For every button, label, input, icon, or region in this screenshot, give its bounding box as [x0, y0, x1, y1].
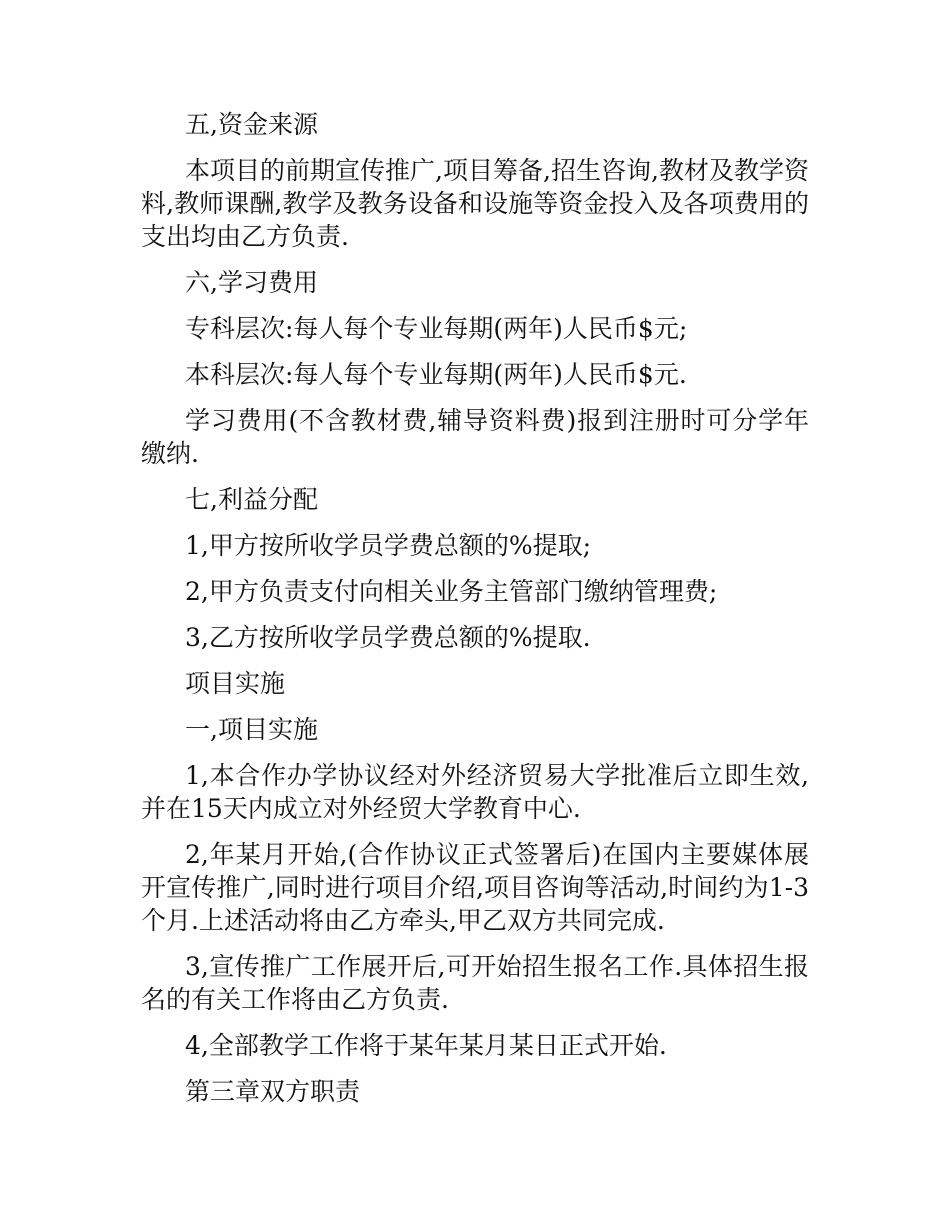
paragraph-funding: 本项目的前期宣传推广,项目筹备,招生咨询,教材及教学资料,教师课酬,教学及教务设备和设施等资金投入及各项费用的支出均由乙方负责. [141, 156, 809, 251]
paragraph-tuition-junior: 专科层次:每人每个专业每期(两年)人民币$元; [185, 314, 688, 343]
section-heading-funding: 五,资金来源 [185, 110, 318, 139]
list-item-profit-1: 1,甲方按所收学员学费总额的%提取; [185, 531, 592, 560]
list-item-implementation-1: 1,本合作办学协议经对外经济贸易大学批准后立即生效,并在15天内成立对外经贸大学教育中心. [141, 761, 809, 823]
chapter-heading: 第三章双方职责 [185, 1077, 361, 1106]
document-body [141, 108, 809, 1121]
section-heading-tuition: 六,学习费用 [185, 268, 318, 297]
list-item-implementation-3: 3,宣传推广工作展开后,可开始招生报名工作.具体招生报名的有关工作将由乙方负责. [141, 952, 809, 1014]
section-heading-implementation: 项目实施 [185, 669, 286, 698]
list-item-profit-2: 2,甲方负责支付向相关业务主管部门缴纳管理费; [185, 577, 718, 606]
list-item-implementation-2: 2,年某月开始,(合作协议正式签署后)在国内主要媒体展开宣传推广,同时进行项目介绍,项目咨询等活动,时间约为1-3个月.上述活动将由乙方牵头,甲乙双方共同完成. [141, 840, 809, 935]
paragraph-tuition-undergrad: 本科层次:每人每个专业每期(两年)人民币$元. [185, 360, 687, 389]
list-item-profit-3: 3,乙方按所收学员学费总额的%提取. [185, 623, 591, 652]
subsection-heading-implementation: 一,项目实施 [185, 715, 318, 744]
section-heading-profit: 七,利益分配 [185, 485, 318, 514]
paragraph-tuition-payment: 学习费用(不含教材费,辅导资料费)报到注册时可分学年缴纳. [141, 406, 809, 468]
list-item-implementation-4: 4,全部教学工作将于某年某月某日正式开始. [185, 1031, 667, 1060]
